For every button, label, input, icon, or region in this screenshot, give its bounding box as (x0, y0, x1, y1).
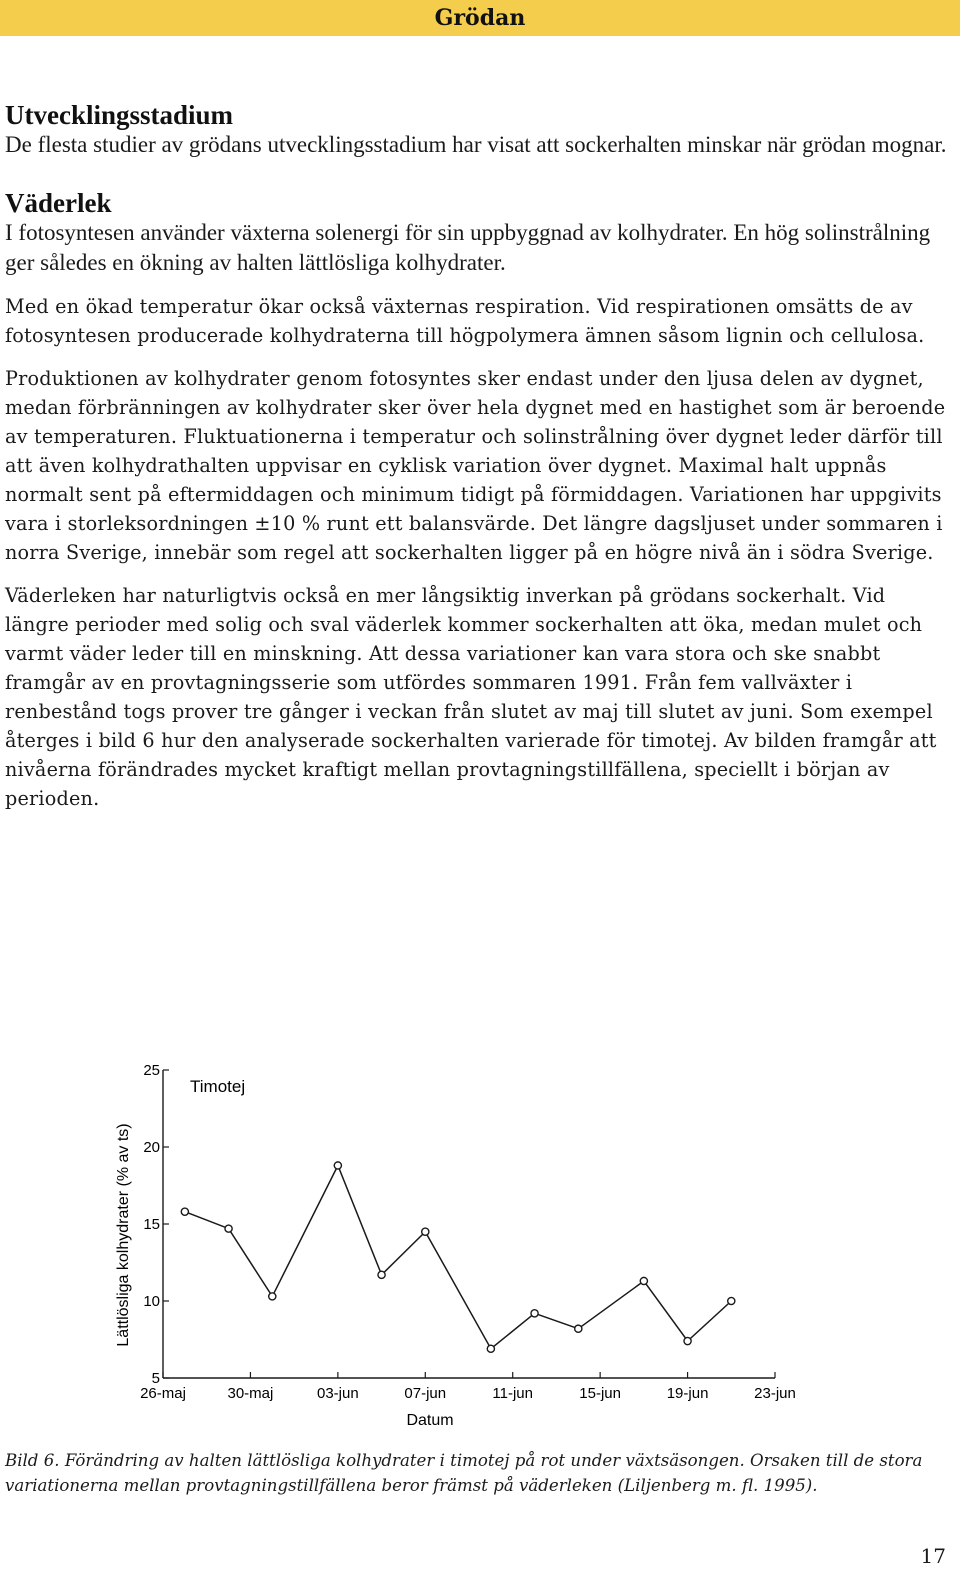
heading-vaderlek: Väderlek (5, 188, 112, 218)
x-tick-label: 19-jun (666, 1385, 709, 1402)
data-point (684, 1337, 691, 1344)
section-title: Grödan (434, 5, 526, 31)
x-tick-label: 30-maj (227, 1385, 274, 1402)
chart-figure (100, 1055, 820, 1445)
data-point (640, 1277, 647, 1284)
x-tick-label: 26-maj (140, 1385, 186, 1402)
section-header-bar (0, 0, 960, 36)
y-tick-label: 25 (143, 1062, 160, 1079)
data-point (334, 1162, 341, 1169)
caption-label: Bild 6. (5, 1451, 60, 1470)
y-tick-label: 5 (151, 1370, 160, 1387)
series-line (185, 1166, 731, 1349)
data-point (225, 1225, 232, 1232)
page-number: 17 (920, 1544, 946, 1568)
main-content (5, 100, 950, 813)
paragraph-utvecklingsstadium: De flesta studier av grödans utvecklingsstadium har visat att sockerhalten minskar när grödan mognar. (5, 132, 947, 157)
data-point (422, 1228, 429, 1235)
heading-utvecklingsstadium: Utvecklingsstadium (5, 100, 234, 130)
chart-y-axis-label: Lättlösliga kolhydrater (% av ts) (115, 1123, 132, 1347)
x-tick-label: 11-jun (492, 1385, 534, 1402)
paragraph-respiration: Med en ökad temperatur ökar också växternas respiration. Vid respirationen omsätts de av fotosyntesen producerade kolhydraterna till högpolymera ämnen såsom lignin och cellulosa. (5, 295, 925, 347)
caption-text: Förändring av halten lättlösliga kolhydrater i timotej på rot under växtsäsongen. Orsaken till de stora variationerna mellan provtagningstillfällena beror främst på väderleken (Liljenberg m. fl. 1995). (5, 1451, 923, 1495)
data-point (728, 1297, 735, 1304)
paragraph-langsiktig: Väderleken har naturligtvis också en mer långsiktig inverkan på grödans sockerhalt. Vid längre perioder med solig och sval väderlek kommer sockerhalten att öka, medan mulet och varmt väder leder till en minskning. Att dessa variationer kan vara stora och ske snabbt framgår av en provtagningsserie som utfördes sommaren 1991. Från fem vallväxter i renbestånd togs prover tre gånger i veckan från slutet av maj till slutet av juni. Som exempel återges i bild 6 hur den analyserade sockerhalten varierade för timotej. Av bilden framgår att nivåerna förändrades mycket kraftigt mellan provtagningstillfällena, speciellt i början av perioden. (5, 584, 937, 810)
x-tick-label: 23-jun (754, 1385, 796, 1402)
chart-axes (163, 1070, 775, 1378)
chart-ticks (140, 1062, 796, 1402)
x-tick-label: 03-jun (317, 1385, 359, 1402)
chart-x-axis-label: Datum (406, 1412, 454, 1429)
x-tick-label: 15-jun (579, 1385, 621, 1402)
y-tick-label: 10 (143, 1293, 160, 1310)
y-tick-label: 15 (143, 1216, 160, 1233)
x-tick-label: 07-jun (404, 1385, 447, 1402)
paragraph-vaderlek-intro: I fotosyntesen använder växterna solenergi för sin uppbyggnad av kolhydrater. En hög solinstrålning ger således en ökning av halten lättlösliga kolhydrater. (5, 220, 931, 275)
data-point (575, 1325, 582, 1332)
data-point (181, 1208, 188, 1215)
data-point (378, 1271, 385, 1278)
paragraph-produktion: Produktionen av kolhydrater genom fotosyntes sker endast under den ljusa delen av dygnet, medan förbränningen av kolhydrater sker över hela dygnet med en hastighet som är beroende av temperaturen. Fluktuationerna i temperatur och solinstrålning över dygnet leder därför till att även kolhydrathalten uppvisar en cyklisk variation över dygnet. Maximal halt uppnås normalt sent på eftermiddagen och minimum tidigt på förmiddagen. Variationen har uppgivits vara i storleksordningen ±10 % runt ett balansvärde. Det längre dagsljuset under sommaren i norra Sverige, innebär som regel att sockerhalten ligger på en högre nivå än i södra Sverige. (5, 367, 946, 564)
chart-title: Timotej (190, 1077, 246, 1096)
data-point (531, 1310, 538, 1317)
chart-series (181, 1162, 735, 1352)
data-point (269, 1293, 276, 1300)
figure-caption (5, 1448, 950, 1498)
y-tick-label: 20 (143, 1139, 160, 1156)
chart-svg (100, 1055, 820, 1445)
data-point (487, 1345, 494, 1352)
